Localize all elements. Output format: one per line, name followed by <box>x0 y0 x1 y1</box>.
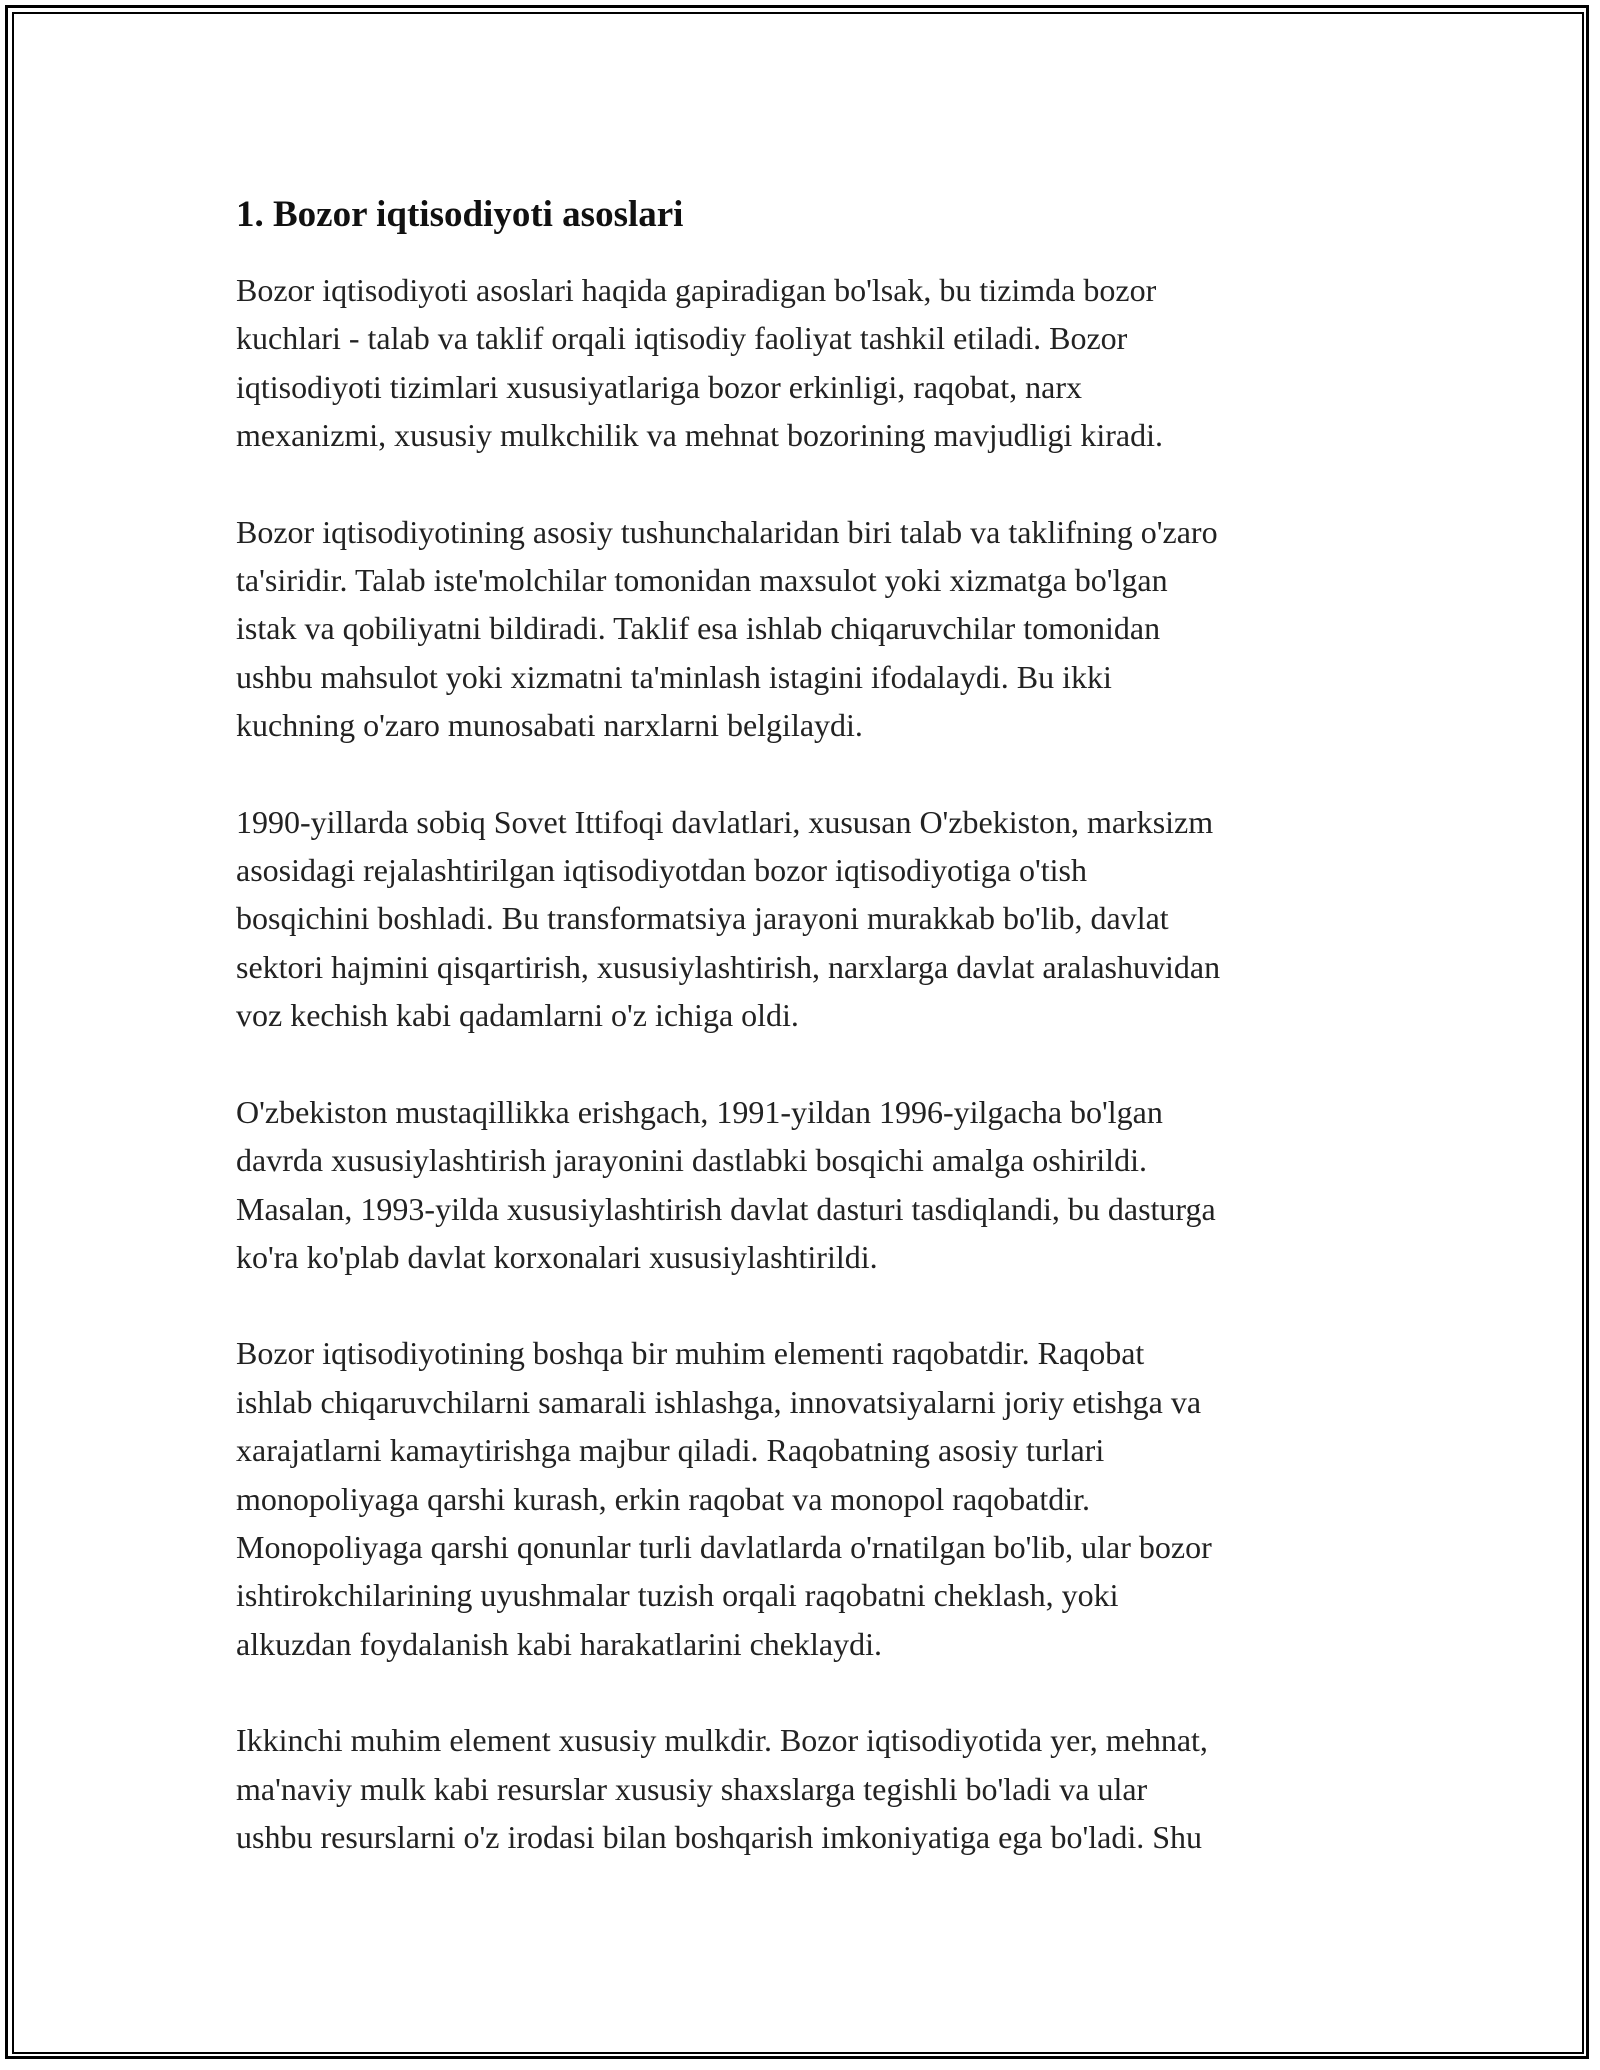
document-body <box>236 188 1376 1909</box>
section-title: 1. Bozor iqtisodiyoti asoslari <box>236 194 684 235</box>
paragraph-market-basics: Bozor iqtisodiyoti asoslari haqida gapiradigan bo'lsak, bu tizimda bozor kuchlari - talab va taklif orqali iqtisodiy faoliyat tashkil etiladi. Bozor iqtisodiyoti tizimlari xususiyatlariga bozor erkinligi, raqobat, narx mexanizmi, xususiy mulkchilik va mehnat bozorining mavjudligi kiradi. <box>236 272 1163 454</box>
paragraph-transition-1990s: 1990-yillarda sobiq Sovet Ittifoqi davlatlari, xususan O'zbekiston, marksizm asosidagi rejalashtirilgan iqtisodiyotdan bozor iqtisodiyotiga o'tish bosqichini boshladi. Bu transformatsiya jarayoni murakkab bo'lib, davlat sektori hajmini qisqartirish, xususiylashtirish, narxlarga davlat aralashuvidan voz kechish kabi qadamlarni o'z ichiga oldi. <box>236 803 1221 1034</box>
paragraph-privatization: O'zbekiston mustaqillikka erishgach, 1991-yildan 1996-yilgacha bo'lgan davrda xususiylashtirish jarayonini dastlabki bosqichi amalga oshirildi. Masalan, 1993-yilda xususiylashtirish davlat dasturi tasdiqlandi, bu dasturga ko'ra ko'plab davlat korxonalari xususiylashtirildi. <box>236 1093 1216 1275</box>
paragraph-private-property: Ikkinchi muhim element xususiy mulkdir. Bozor iqtisodiyotida yer, mehnat, ma'naviy mulk kabi resurslar xususiy shaxslarga tegishli bo'ladi va ular ushbu resurslarni o'z irodasi bilan boshqarish imkoniyatiga ega bo'ladi. Shu <box>236 1722 1208 1855</box>
paragraph-competition: Bozor iqtisodiyotining boshqa bir muhim elementi raqobatdir. Raqobat ishlab chiqaruvchilarni samarali ishlashga, innovatsiyalarni joriy etishga va xarajatlarni kamaytirishga majbur qiladi. Raqobatning asosiy turlari monopoliyaga qarshi kurash, erkin raqobat va monopol raqobatdir. Monopoliyaga qarshi qonunlar turli davlatlarda o'rnatilgan bo'lib, ular bozor ishtirokchilarining uyushmalar tuzish orqali raqobatni cheklash, yoki alkuzdan foydalanish kabi harakatlarini cheklaydi. <box>236 1335 1212 1662</box>
paragraph-supply-demand: Bozor iqtisodiyotining asosiy tushunchalaridan biri talab va taklifning o'zaro ta'siridir. Talab iste'molchilar tomonidan maxsulot yoki xizmatga bo'lgan istak va qobiliyatni bildiradi. Taklif esa ishlab chiqaruvchilar tomonidan ushbu mahsulot yoki xizmatni ta'minlash istagini ifodalaydi. Bu ikki kuchning o'zaro munosabati narxlarni belgilaydi. <box>236 513 1218 744</box>
